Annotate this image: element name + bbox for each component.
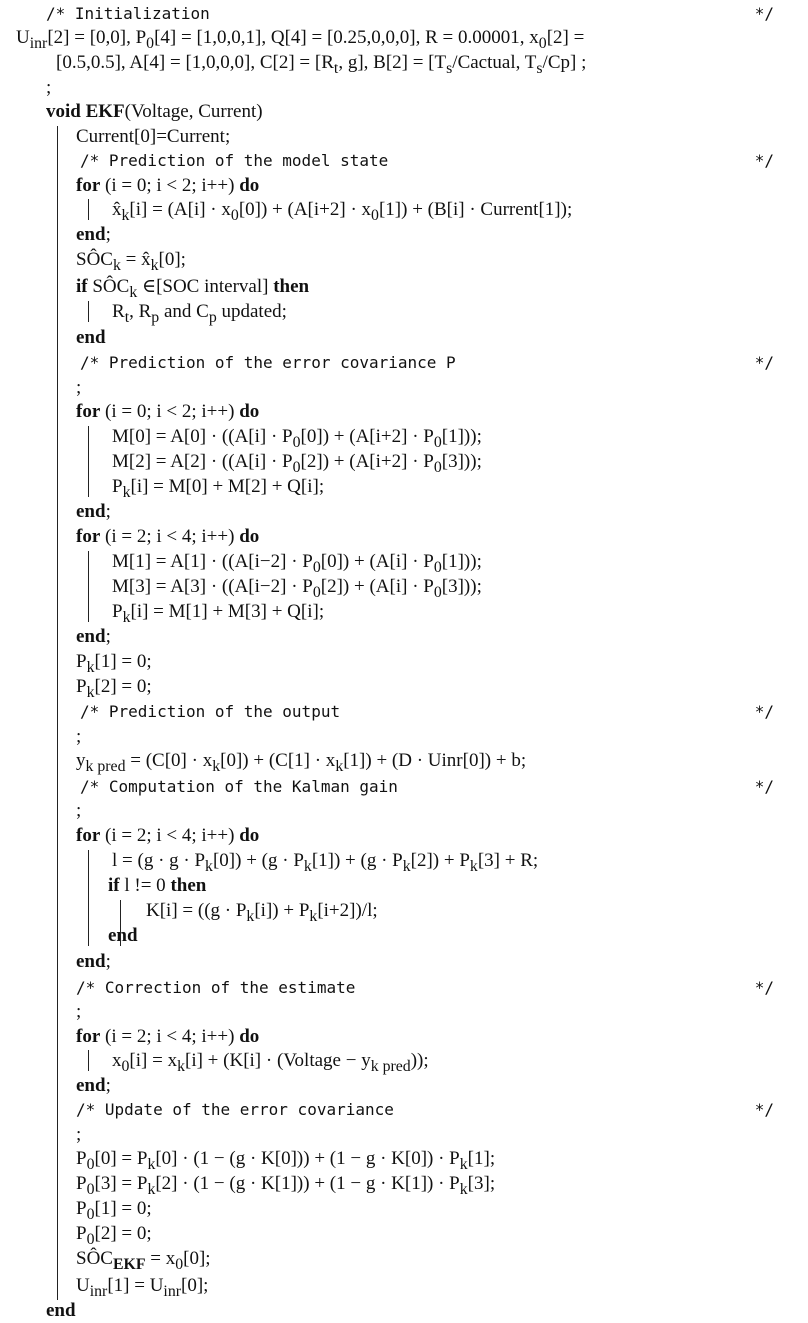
code-line: $SÔC_k$ = $x̂_k[0]$; — [76, 249, 186, 274]
comment-line: /* Initialization — [46, 4, 210, 23]
code-line: end; — [76, 224, 111, 245]
comment-line: /* Correction of the estimate — [76, 978, 356, 997]
code-line: end; — [76, 501, 111, 522]
code-line: $x_0[i] = x_k[i] + (K[i]$ · (Voltage − $y_{k pred}$)); — [112, 1050, 429, 1075]
block-rule — [88, 426, 89, 497]
code-line: end; — [76, 951, 111, 972]
comment-line: /* Prediction of the output — [80, 702, 341, 721]
code-line: $M[2] = A[2] \cdot ((A[i] \cdot P_0[2]) + (A[i+2] \cdot P_0[3]))$; — [112, 451, 482, 476]
code-line: $P_0[3] = P_k[2] \cdot (1 - (g \cdot K[1])) + (1 - g \cdot K[1]) \cdot P_k[3]$; — [76, 1173, 496, 1198]
code-line: for (i = 0; i < 2; i++) do — [76, 175, 260, 196]
block-rule — [88, 301, 89, 322]
code-line: for (i = 2; i < 4; i++) do — [76, 526, 260, 547]
code-line: $U_{inr}[2] = [0,0]$, $P_0[4] = [1,0,0,1]$, Q[4] = [0.25,0,0,0], R = 0.00001, $x_0[2]$ = — [16, 27, 585, 52]
block-rule — [57, 126, 58, 1300]
code-line: void EKF(Voltage, Current) — [46, 101, 263, 122]
comment-end: */ — [754, 4, 774, 23]
block-rule — [88, 551, 89, 622]
code-line: end; — [76, 626, 111, 647]
code-line: $M[0] = A[0] \cdot ((A[i] \cdot P_0[0]) + (A[i+2] \cdot P_0[1]))$; — [112, 426, 482, 451]
code-line: if l != 0 then — [108, 875, 207, 896]
comment-end: */ — [754, 1100, 774, 1119]
code-line: $P_k[1] = 0$; — [76, 651, 152, 676]
code-line: $x̂_k[i] = (A[i] \cdot x_0[0]) + (A[i+2] \cdot x_0[1]) + (B[i]$ · Current[1]); — [112, 199, 573, 224]
comment-end: */ — [754, 353, 774, 372]
block-rule — [120, 900, 121, 946]
code-line: [0.5,0.5], A[4] = [1,0,0,0], $C[2] = [R_t$, g], $B[2] = [T_s$/Cactual, $T_s/Cp$] ; — [56, 52, 587, 77]
code-line: for (i = 0; i < 2; i++) do — [76, 401, 260, 422]
code-line: $U_{inr}[1] = U_{inr}[0]$; — [76, 1275, 209, 1300]
code-line: $P_k[i] = M[0] + M[2] + Q[i]$; — [112, 476, 325, 501]
code-line: $y_{k pred} = (C[0] \cdot x_k[0]) + (C[1] \cdot x_k[1]) + (D$ · Uinr[0]) + b; — [76, 750, 527, 775]
comment-line: /* Prediction of the error covariance P — [80, 353, 456, 372]
block-rule — [88, 850, 89, 946]
code-line: for (i = 2; i < 4; i++) do — [76, 1026, 260, 1047]
code-line: ; — [76, 377, 82, 398]
code-line: end — [46, 1300, 76, 1321]
comment-end: */ — [754, 777, 774, 796]
code-line: $SÔC_{EKF} = x_0[0]$; — [76, 1248, 211, 1273]
code-line: ; — [76, 800, 82, 821]
code-line: end — [108, 925, 138, 946]
code-line: ; — [76, 726, 82, 747]
code-line: $P_0[2] = 0$; — [76, 1223, 152, 1248]
comment-end: */ — [754, 978, 774, 997]
code-line: for (i = 2; i < 4; i++) do — [76, 825, 260, 846]
code-line: end — [76, 327, 106, 348]
comment-end: */ — [754, 702, 774, 721]
code-line: if $SÔC_k$ ∈[SOC interval] then — [76, 276, 310, 301]
block-rule — [88, 1050, 89, 1071]
comment-end: */ — [754, 151, 774, 170]
code-line: Current[0]=Current; — [76, 126, 231, 147]
code-line: $P_0[1] = 0$; — [76, 1198, 152, 1223]
block-rule — [88, 199, 89, 220]
code-line: $P_k[2] = 0$; — [76, 676, 152, 701]
comment-line: /* Update of the error covariance — [76, 1100, 394, 1119]
code-line: $R_t$, $R_p$ and $C_p$ updated; — [112, 301, 287, 326]
code-line: ; — [46, 77, 52, 98]
code-line: $P_k[i] = M[1] + M[3] + Q[i]$; — [112, 601, 325, 626]
comment-line: /* Prediction of the model state — [80, 151, 389, 170]
code-line: ; — [76, 1001, 82, 1022]
code-line: $l = (g \cdot g \cdot P_k[0]) + (g \cdot P_k[1]) + (g \cdot P_k[2]) + P_k[3] + R$; — [112, 850, 539, 875]
code-line: $M[3] = A[3] \cdot ((A[i-2] \cdot P_0[2]) + (A[i] \cdot P_0[3]))$; — [112, 576, 482, 601]
code-line: $K[i] = ((g \cdot P_k[i]) + P_k[i+2])/l$; — [146, 900, 378, 925]
code-line: end; — [76, 1075, 111, 1096]
comment-line: /* Computation of the Kalman gain — [80, 777, 398, 796]
code-line: $P_0[0] = P_k[0] \cdot (1 - (g \cdot K[0])) + (1 - g \cdot K[0]) \cdot P_k[1]$; — [76, 1148, 496, 1173]
code-line: ; — [76, 1124, 82, 1145]
code-line: $M[1] = A[1] \cdot ((A[i-2] \cdot P_0[0]) + (A[i] \cdot P_0[1]))$; — [112, 551, 482, 576]
